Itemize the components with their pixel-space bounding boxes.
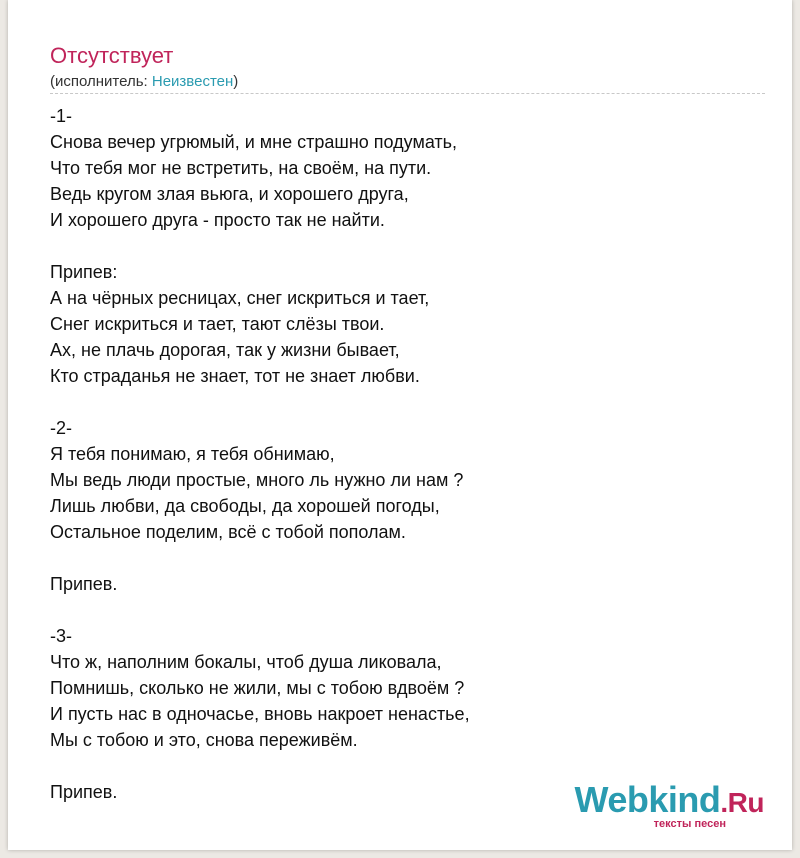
lyric-line xyxy=(50,389,765,415)
artist-link[interactable]: Неизвестен xyxy=(151,73,234,90)
lyric-line: -2- xyxy=(50,418,72,438)
lyric-line: Ах, не плачь дорогая, так у жизни бывает, xyxy=(50,340,400,360)
lyric-line: А на чёрных ресницах, снег искриться и тает, xyxy=(50,288,430,308)
artist-prefix: (исполнитель: xyxy=(50,73,152,90)
lyric-line: Лишь любви, да свободы, да хорошей погоды, xyxy=(50,496,440,516)
page-sheet xyxy=(8,0,792,850)
site-logo[interactable] xyxy=(574,779,764,830)
logo-name: Webkind xyxy=(574,779,721,820)
lyric-line: Что ж, наполним бокалы, чтоб душа ликовала, xyxy=(50,652,442,672)
artist-line xyxy=(50,73,238,90)
lyric-line: Что тебя мог не встретить, на своём, на пути. xyxy=(50,158,432,178)
lyric-line xyxy=(50,545,765,571)
lyric-line: Мы с тобою и это, снова переживём. xyxy=(50,730,358,750)
lyric-line: Снова вечер угрюмый, и мне страшно подумать, xyxy=(50,132,458,152)
lyric-line: И хорошего друга - просто так не найти. xyxy=(50,210,385,230)
lyric-line: Мы ведь люди простые, много ль нужно ли нам ? xyxy=(50,470,464,490)
logo-tagline: тексты песен xyxy=(653,818,726,830)
lyric-line: -3- xyxy=(50,626,72,646)
lyric-line: Припев. xyxy=(50,574,118,594)
lyric-line: Припев. xyxy=(50,782,118,802)
lyric-line: Кто страданья не знает, тот не знает любви. xyxy=(50,366,420,386)
lyrics-body xyxy=(50,103,765,805)
lyric-line: Я тебя понимаю, я тебя обнимаю, xyxy=(50,444,335,464)
lyric-line xyxy=(50,597,765,623)
lyric-line: Ведь кругом злая вьюга, и хорошего друга, xyxy=(50,184,409,204)
lyric-line xyxy=(50,753,765,779)
artist-suffix: ) xyxy=(233,73,239,90)
divider xyxy=(50,93,765,94)
lyric-line: Помнишь, сколько не жили, мы с тобою вдвоём ? xyxy=(50,678,465,698)
lyric-line: -1- xyxy=(50,106,72,126)
lyric-line: И пусть нас в одночасье, вновь накроет ненастье, xyxy=(50,704,470,724)
lyric-line xyxy=(50,233,765,259)
logo-wordmark xyxy=(574,779,764,821)
lyric-line: Остальное поделим, всё с тобой пополам. xyxy=(50,522,406,542)
lyric-line: Припев: xyxy=(50,262,118,282)
song-title: Отсутствует xyxy=(50,43,174,68)
lyric-line: Снег искриться и тает, тают слёзы твои. xyxy=(50,314,385,334)
logo-tld: .Ru xyxy=(720,787,764,818)
